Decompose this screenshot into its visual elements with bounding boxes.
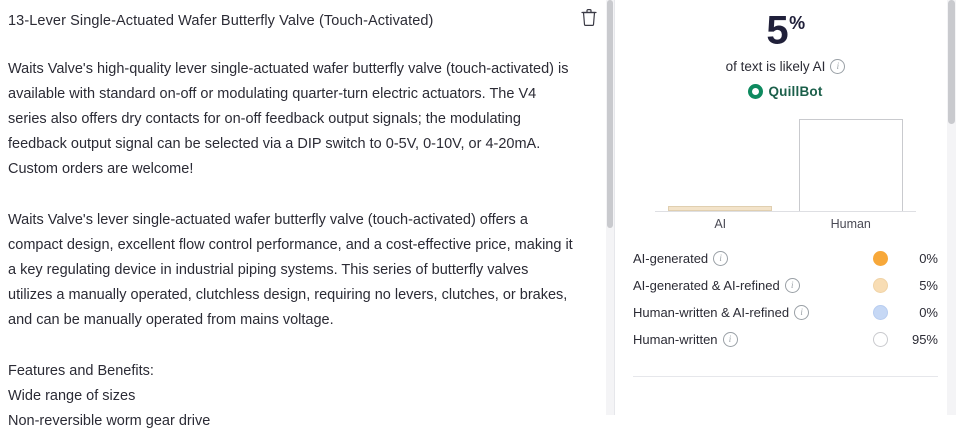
- window-scrollbar-thumb[interactable]: [948, 0, 955, 124]
- ai-score-unit: %: [789, 13, 805, 33]
- legend-row-human-written-ai-refined: [633, 299, 938, 326]
- text-pane-scrollbar[interactable]: [606, 0, 614, 415]
- legend-text-human-written-ai-refined: Human-written & AI-refined: [633, 305, 790, 321]
- legend-value-human-written: 95%: [911, 332, 938, 348]
- legend-dot-ai-generated-ai-refined: [873, 278, 888, 293]
- results-footer-divider: [633, 376, 938, 377]
- results-legend: [633, 245, 938, 353]
- ai-human-bar-chart: [633, 115, 938, 213]
- legend-label-human-written-ai-refined: [633, 305, 873, 320]
- legend-dot-human-written: [873, 332, 888, 347]
- legend-dot-human-written-ai-refined: [873, 305, 888, 320]
- document-title: 13-Lever Single-Actuated Wafer Butterfly Valve (Touch-Activated): [8, 13, 434, 29]
- legend-text-human-written: Human-written: [633, 332, 718, 348]
- features-heading: Features and Benefits:: [8, 363, 154, 379]
- trash-icon[interactable]: [578, 6, 600, 28]
- info-icon[interactable]: i: [713, 251, 728, 266]
- info-icon[interactable]: i: [830, 59, 845, 74]
- brand-logo: [633, 84, 938, 99]
- legend-label-ai-generated-ai-refined: [633, 278, 873, 293]
- legend-row-human-written: [633, 326, 938, 353]
- chart-plot-area: [655, 115, 916, 212]
- info-icon[interactable]: i: [785, 278, 800, 293]
- info-icon[interactable]: i: [723, 332, 738, 347]
- legend-label-ai-generated: [633, 251, 873, 266]
- ai-score-value: 5: [766, 8, 789, 53]
- ai-detection-results-pane: [615, 0, 956, 415]
- legend-value-human-written-ai-refined: 0%: [919, 305, 938, 321]
- feature-item-2: Non-reversible worm gear drive: [8, 413, 211, 429]
- legend-dot-ai-generated: [873, 251, 888, 266]
- document-paragraph-1: Waits Valve's high-quality lever single-actuated wafer butterfly valve (touch-activated) is available with standard on-off or modulating quarter-turn electric actuators. The V4 series also offers dry contacts for on-off feedback output signals; the modulating feedback output signal can be selected via a DIP switch to 0-5V, 0-10V, or 4-20mA. Custom orders are welcome!: [8, 61, 569, 177]
- score-block: [633, 0, 938, 99]
- document-paragraph-2: Waits Valve's lever single-actuated wafer butterfly valve (touch-activated) offers a compact design, excellent flow control performance, and a cost-effective price, making it a key regulating device in industrial piping systems. This series of butterfly valves utilizes a manually operated, clutchless design, requiring no levers, clutches, or brakes, and can be manually operated from mains voltage.: [8, 212, 573, 328]
- legend-value-ai-generated: 0%: [919, 251, 938, 267]
- legend-label-human-written: [633, 332, 873, 347]
- text-pane-scrollbar-thumb[interactable]: [607, 0, 613, 228]
- legend-text-ai-generated-ai-refined: AI-generated & AI-refined: [633, 278, 780, 294]
- chart-bar-ai-fill: [668, 206, 772, 211]
- feature-item-1: Wide range of sizes: [8, 388, 136, 404]
- legend-text-ai-generated: AI-generated: [633, 251, 709, 267]
- quillbot-logo-icon: [748, 84, 763, 99]
- chart-bar-ai: [668, 115, 772, 211]
- score-caption-text: of text is likely AI: [725, 59, 826, 75]
- chart-label-human: Human: [830, 217, 871, 232]
- brand-name: QuillBot: [768, 84, 823, 100]
- legend-value-ai-generated-ai-refined: 5%: [919, 278, 938, 294]
- chart-bar-human: [799, 115, 903, 211]
- info-icon[interactable]: i: [794, 305, 809, 320]
- features-block: [8, 359, 588, 434]
- legend-row-ai-generated-ai-refined: [633, 272, 938, 299]
- chart-bar-human-fill: [799, 119, 903, 211]
- chart-label-ai: AI: [714, 217, 727, 232]
- chart-axis-labels: [633, 217, 938, 231]
- window-scrollbar[interactable]: [947, 0, 956, 415]
- score-caption: [633, 59, 938, 74]
- legend-row-ai-generated: [633, 245, 938, 272]
- ai-score: [633, 2, 938, 51]
